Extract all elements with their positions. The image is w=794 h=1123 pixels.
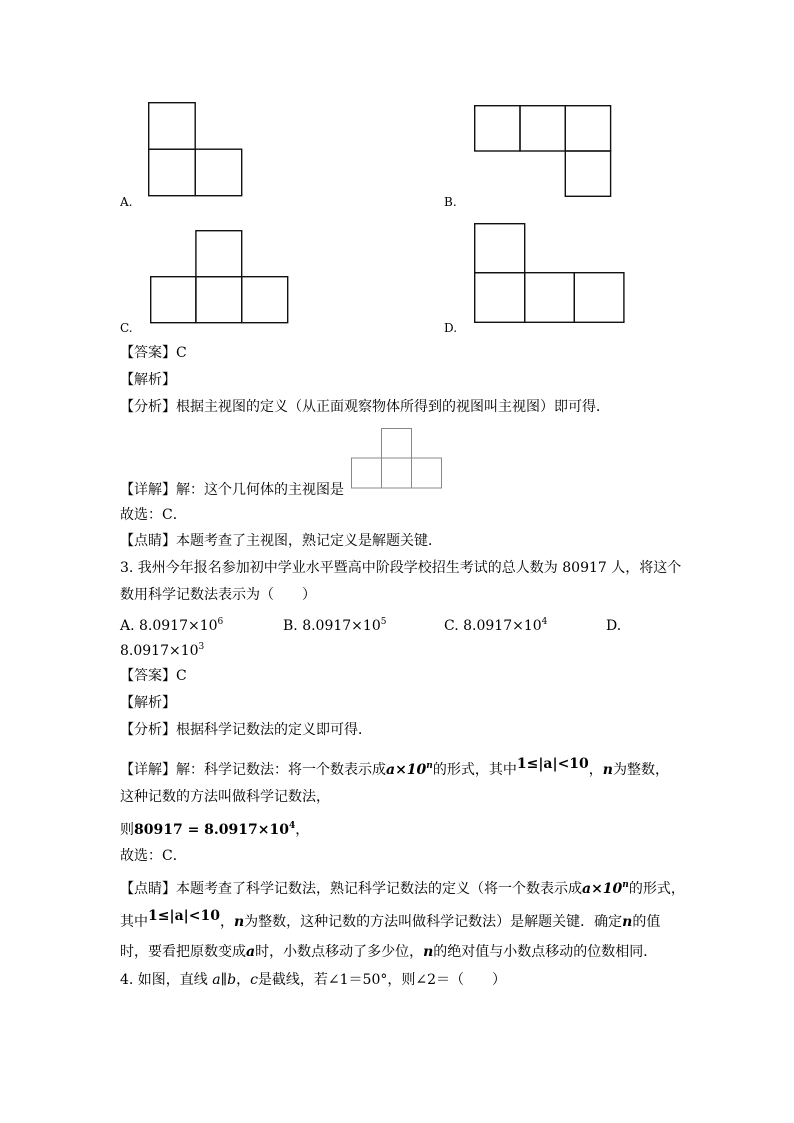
- q3-xiangjie-line2: 这种记数的方法叫做科学记数法，: [120, 789, 330, 805]
- q3-answer: 【答案】C: [120, 668, 187, 684]
- q3-dianjing-line3: 时，要看把原数变成a时，小数点移动了多少位，n的绝对值与小数点移动的位数相同．: [120, 944, 658, 960]
- option-d-letter: D.: [444, 321, 458, 335]
- q2-dianjing: 【点睛】本题考查了主视图，熟记定义是解题关键．: [120, 533, 442, 549]
- option-b-letter: B.: [444, 195, 457, 209]
- q3-dianjing-line2: 其中1≤|a|<10，n为整数，这种记数的方法叫做科学记数法）是解题关键．确定n的值: [120, 908, 661, 930]
- option-b-figure: [474, 105, 612, 198]
- q3-stem-line2: 数用科学记数法表示为（ ）: [120, 587, 316, 603]
- option-c-letter: C.: [120, 321, 133, 335]
- option-d-figure: [474, 223, 626, 324]
- q3-option-b: B. $8.0917\times 10^5$: [283, 617, 387, 634]
- q3-option-d: $8.0917\times 10^3$: [120, 642, 205, 659]
- q2-answer: 【答案】C: [120, 345, 187, 361]
- q3-dianjing-line1: 【点睛】本题考查了科学记数法，熟记科学记数法的定义（将一个数表示成$a\times 10^n$的形式，: [120, 880, 685, 897]
- q3-option-c: C. $8.0917\times 10^4$: [444, 617, 548, 634]
- q3-option-d-letter: D.: [606, 618, 622, 634]
- option-c-figure: [150, 230, 290, 325]
- q3-fenxi: 【分析】根据科学记数法的定义即可得．: [120, 722, 372, 738]
- front-view-figure: [351, 428, 443, 490]
- q3-xiangjie-equation: 则$80917 = 8.0917\times 10^4$，: [120, 821, 310, 838]
- q3-xiangjie-line1: 【详解】解：科学记数法：将一个数表示成$a\times 10^n$的形式，其中1≤|a|<10，n为整数，: [120, 756, 669, 778]
- q2-fenxi: 【分析】根据主视图的定义（从正面观察物体所得到的视图叫主视图）即可得．: [120, 399, 610, 415]
- q2-xiangjie: 【详解】解：这个几何体的主视图是: [120, 482, 344, 498]
- q2-analysis-header: 【解析】: [120, 372, 176, 388]
- q3-option-a: A. $8.0917\times 10^6$: [120, 617, 224, 634]
- q3-guxuan: 故选：C．: [120, 848, 187, 864]
- option-a-figure: [148, 102, 244, 198]
- option-a-letter: A.: [120, 195, 133, 209]
- q2-guxuan: 故选：C．: [120, 507, 187, 523]
- q4-stem: 4. 如图，直线 a∥b，c是截线，若∠1＝50°，则∠2＝（ ）: [120, 972, 506, 988]
- q3-stem-line1: 3. 我州今年报名参加初中学业水平暨高中阶段学校招生考试的总人数为 80917 人，将这个: [120, 560, 682, 576]
- q3-analysis-header: 【解析】: [120, 695, 176, 711]
